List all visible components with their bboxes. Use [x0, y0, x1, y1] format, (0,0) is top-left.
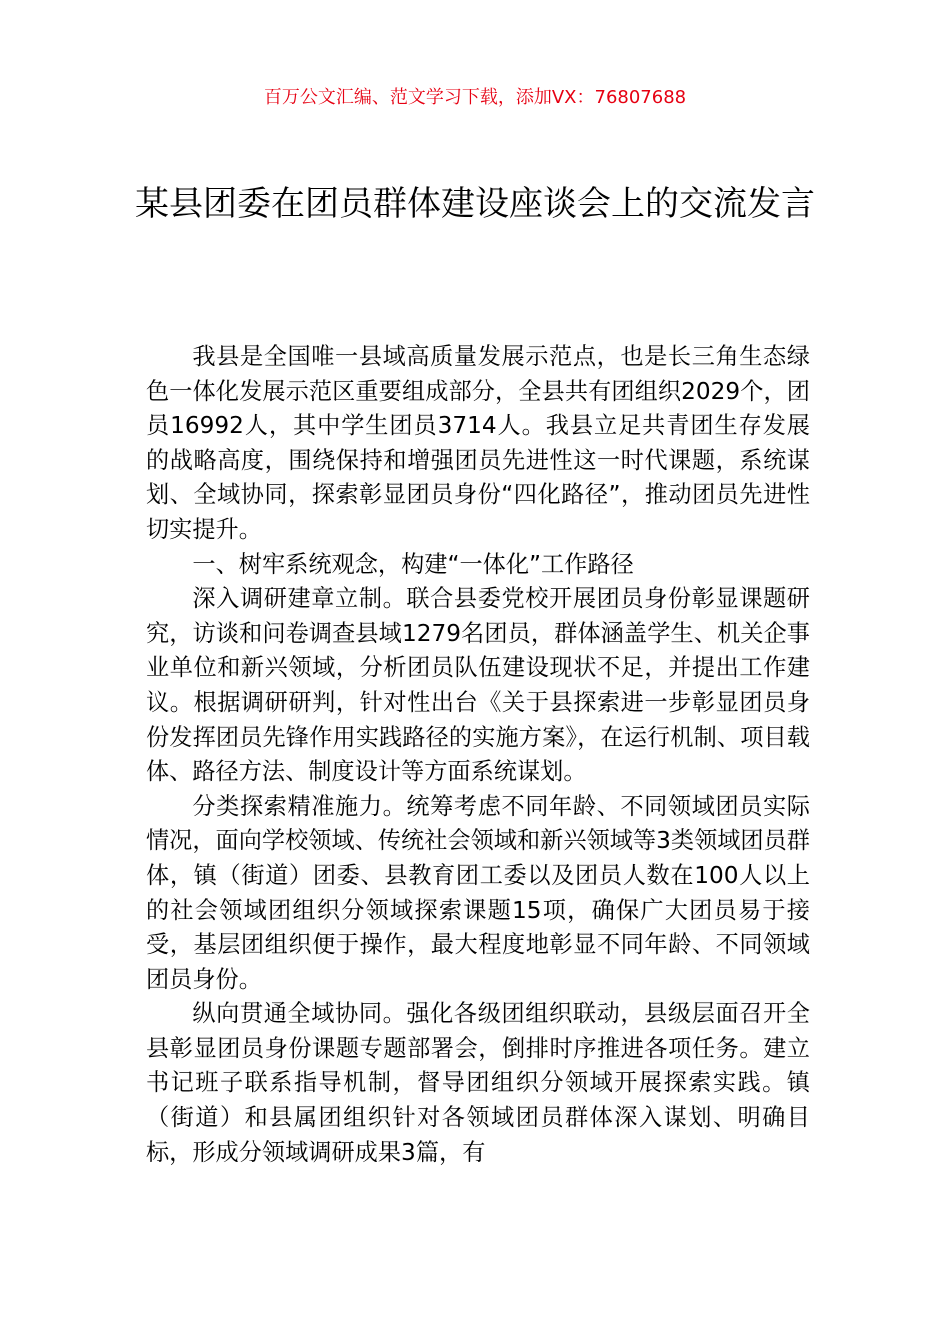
header-note: 百万公文汇编、范文学习下载，添加VX：76807688 [263, 87, 687, 108]
paragraph-coordination: 纵向贯通全域协同。强化各级团组织联动，县级层面召开全县彰显团员身份课题专题部署会，倒排时序推进各项任务。建立书记班子联系指导机制，督导团组织分领域开展探索实践。镇（街道）和县属团组织针对各领域团员群体深入谋划、明确目标，形成分领域调研成果3篇，有 [146, 1000, 810, 1166]
paragraph-intro: 我县是全国唯一县域高质量发展示范点，也是长三角生态绿色一体化发展示范区重要组成部分，全县共有团组织2029个，团员16992人，其中学生团员3714人。我县立足共青团生存发展的战略高度，围绕保持和增强团员先进性这一时代课题，系统谋划、全域协同，探索彰显团员身份“四化路径”，推动团员先进性切实提升。 [146, 343, 810, 543]
document-title: 某县团委在团员群体建设座谈会上的交流发言 [135, 184, 815, 224]
paragraph-classification: 分类探索精准施力。统筹考虑不同年龄、不同领域团员实际情况，面向学校领域、传统社会领域和新兴领域等3类领域团员群体，镇（街道）团委、县教育团工委以及团员人数在100人以上的社会领域团组织分领域探索课题15项，确保广大团员易于接受，基层团组织便于操作，最大程度地彰显不同年龄、不同领域团员身份。 [146, 792, 810, 993]
paragraph-research: 深入调研建章立制。联合县委党校开展团员身份彰显课题研究，访谈和问卷调查县域1279名团员，群体涵盖学生、机关企事业单位和新兴领域，分析团员队伍建设现状不足，并提出工作建议。根据调研研判，针对性出台《关于县探索进一步彰显团员身份发挥团员先锋作用实践路径的实施方案》，在运行机制、项目载体、路径方法、制度设计等方面系统谋划。 [146, 585, 810, 786]
section-heading-1: 一、树牢系统观念，构建“一体化”工作路径 [192, 550, 634, 578]
document-body [146, 340, 810, 1170]
